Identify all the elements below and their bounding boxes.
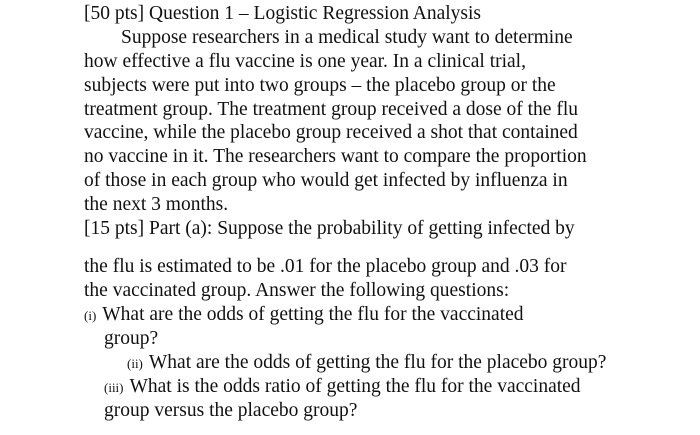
subquestion-i-marker: (i)	[84, 308, 97, 323]
part-a-line-2: the flu is estimated to be .01 for the placebo group and .03 for	[84, 256, 567, 277]
part-a-line-1: [15 pts] Part (a): Suppose the probability of getting infected by	[84, 218, 575, 239]
subquestion-iii	[104, 375, 581, 400]
intro-line-1: Suppose researchers in a medical study want to determine	[121, 27, 573, 48]
intro-line-5: vaccine, while the placebo group received a shot that contained	[84, 122, 578, 143]
subquestion-iii-marker: (iii)	[104, 380, 124, 395]
intro-line-4: treatment group. The treatment group received a dose of the flu	[84, 99, 578, 120]
subquestion-i-continuation: group?	[104, 328, 159, 349]
intro-line-7: of those in each group who would get infected by influenza in	[84, 170, 568, 191]
subquestion-ii-marker: (ii)	[127, 356, 143, 371]
intro-line-3: subjects were put into two groups – the placebo group or the	[84, 75, 556, 96]
subquestion-iii-continuation: group versus the placebo group?	[104, 400, 358, 421]
subquestion-ii	[127, 351, 606, 376]
part-a-line-3: the vaccinated group. Answer the following questions:	[84, 280, 510, 301]
subquestion-iii-text-1: What is the odds ratio of getting the flu for the vaccinated	[129, 376, 581, 397]
subquestion-ii-text-1: What are the odds of getting the flu for the placebo group?	[148, 352, 607, 373]
intro-line-6: no vaccine in it. The researchers want to compare the proportion	[84, 146, 587, 167]
subquestion-i-text-1: What are the odds of getting the flu for the vaccinated	[102, 304, 524, 325]
question-header: [50 pts] Question 1 – Logistic Regression Analysis	[84, 3, 482, 24]
subquestion-i	[84, 303, 524, 328]
intro-line-8: the next 3 months.	[84, 194, 229, 215]
intro-line-2: how effective a flu vaccine is one year. In a clinical trial,	[84, 51, 526, 72]
